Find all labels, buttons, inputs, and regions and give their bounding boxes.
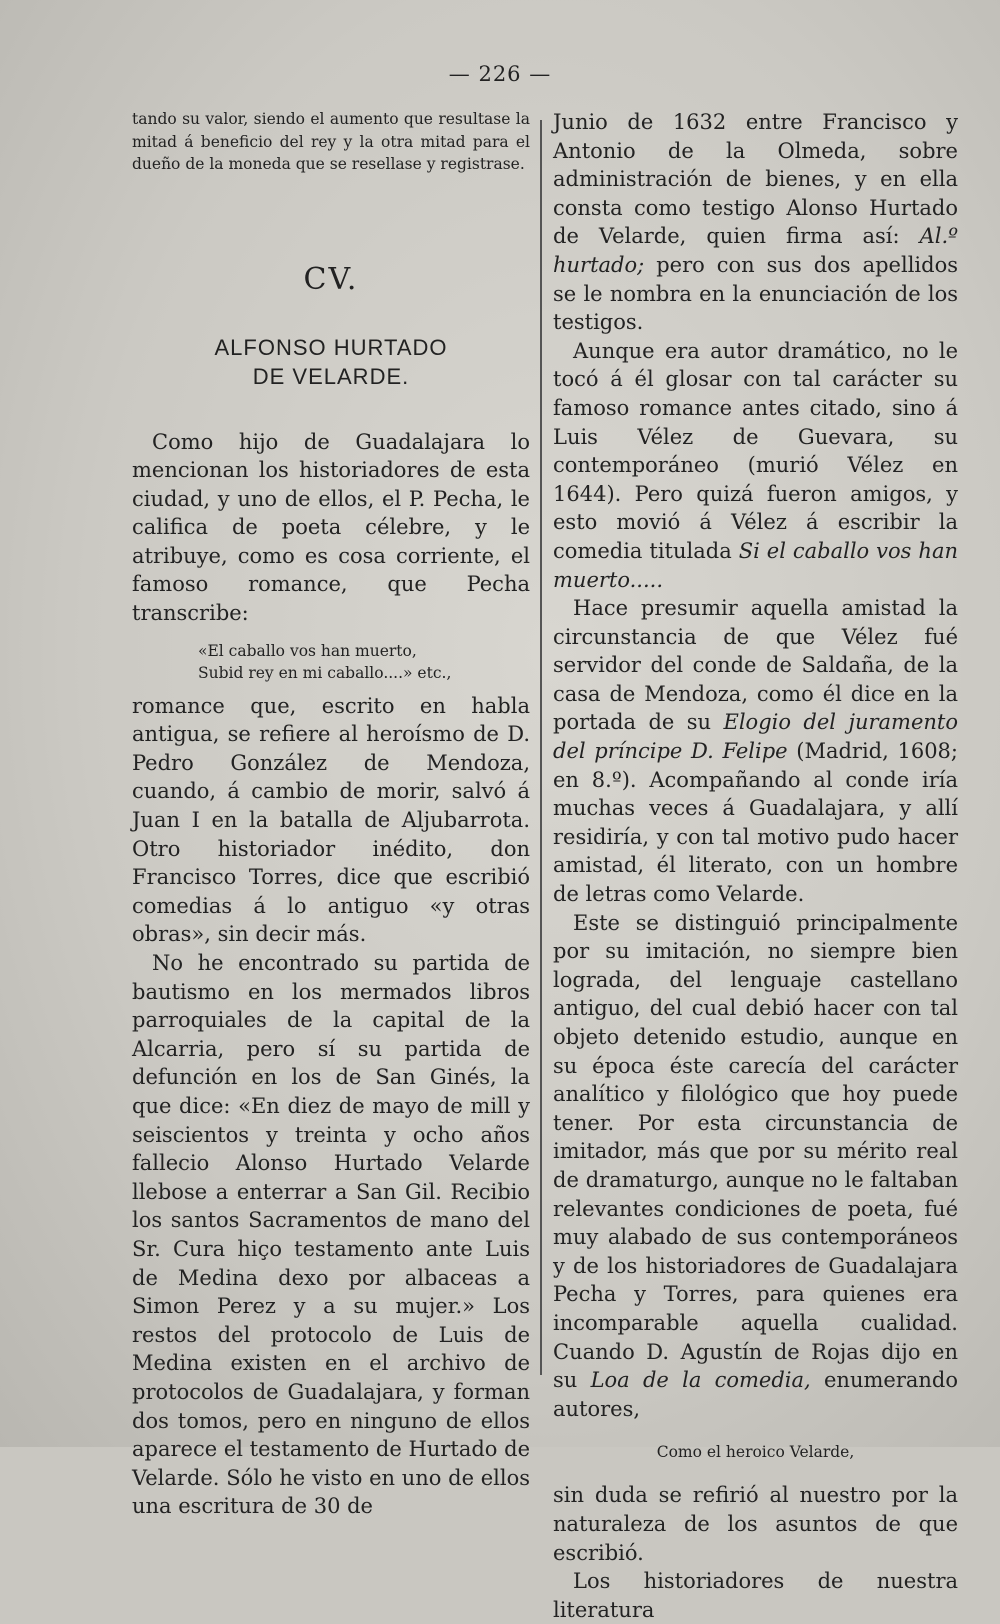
paragraph: Los historiadores de nuestra literatura	[553, 1569, 958, 1622]
paragraph: romance que, escrito en habla antigua, se refiere al heroísmo de D. Pedro González de Mendoza, cuando, á cambio de morir, salvó á Juan I en la batalla de Aljubarrota. Otro historiador inédito, don Francisco Torres, dice que escribió comedias á lo antiguo «y otras obras», sin decir más.	[132, 693, 530, 947]
paragraph: No he encontrado su partida de bautismo en los mermados libros parroquiales de la capital de la Alcarria, pero sí su partida de defunción en los de San Ginés, la que dice: «En diez de mayo de mill y seiscientos y treinta y ocho años fallecio Alonso Hurtado Velarde llebose a enterrar a San Gil. Recibio los santos Sacramentos de mano del Sr. Cura hiço testamento ante Luis de Medina dexo por albaceas a Simon Perez y a su mujer.» Los restos del protocolo de Luis de Medina existen en el archivo de protocolos de Guadalajara, y forman dos tomos, pero en ninguno de ellos aparece el testamento de Hurtado de Velarde. Sólo he visto en uno de ellos una escritura de 30 de	[132, 951, 530, 1519]
left-column	[132, 108, 530, 1521]
continued-paragraph: tando su valor, siendo el aumento que resultase la mitad á beneficio del rey y la otra mitad para el dueño de la moneda que se resellase y registrase.	[132, 110, 530, 173]
paragraph: Hace presumir aquella amistad la circunstancia de que Vélez fué servidor del conde de Saldaña, de la casa de Mendoza, como él dice en la portada de su Elogio del juramento del príncipe D. Felipe (Madrid, 1608; en 8.º). Acompañando al conde iría muchas veces á Guadalajara, y allí residiría, y con tal motivo pudo hacer amistad, él literato, con un hombre de letras como Velarde.	[553, 596, 958, 907]
paragraph: Junio de 1632 entre Francisco y Antonio de la Olmeda, sobre administración de bienes, y en ella consta como testigo Alonso Hurtado de Velarde, quien firma así: Al.º hurtado; pero con sus dos apellidos se le nombra en la enunciación de los testigos.	[553, 110, 958, 335]
paragraph: Como hijo de Guadalajara lo mencionan los historiadores de esta ciudad, y uno de ellos, el P. Pecha, le califica de poeta célebre, y le atribuye, como es cosa corriente, el famoso romance, que Pecha transcribe:	[132, 429, 530, 626]
page-number: — 226 —	[448, 62, 552, 86]
right-column	[553, 108, 958, 1624]
verse-quote: Como el heroico Velarde,	[656, 1443, 855, 1462]
paragraph: sin duda se refirió al nuestro por la naturaleza de los asuntos de que escribió.	[553, 1483, 958, 1565]
paragraph: Este se distinguió principalmente por su imitación, no siempre bien lograda, del lenguaje castellano antiguo, del cual debió hacer con tal objeto detenido estudio, aunque en su época éste carecía del carácter analítico y filológico que hoy puede tener. Por esta circunstancia de imitador, más que por su mérito real de dramaturgo, aunque no le faltaban relevantes condiciones de poeta, fué muy alabado de sus contemporáneos y de los historiadores de Guadalajara Pecha y Torres, para quienes era incomparable aquella cualidad. Cuando D. Agustín de Rojas dijo en su Loa de la comedia, enumerando autores,	[553, 910, 958, 1421]
column-divider	[540, 120, 542, 1375]
section-number: CV.	[303, 261, 359, 297]
verse-quote: «El caballo vos han muerto, Subid rey en mi caballo....» etc.,	[198, 641, 452, 682]
paragraph: Aunque era autor dramático, no le tocó á él glosar con tal carácter su famoso romance antes citado, sino á Luis Vélez de Guevara, su contemporáneo (murió Vélez en 1644). Pero quizá fueron amigos, y esto movió á Vélez á escribir la comedia titulada Si el caballo vos han muerto.....	[553, 338, 958, 592]
section-title: ALFONSO HURTADO DE VELARDE.	[214, 334, 448, 389]
